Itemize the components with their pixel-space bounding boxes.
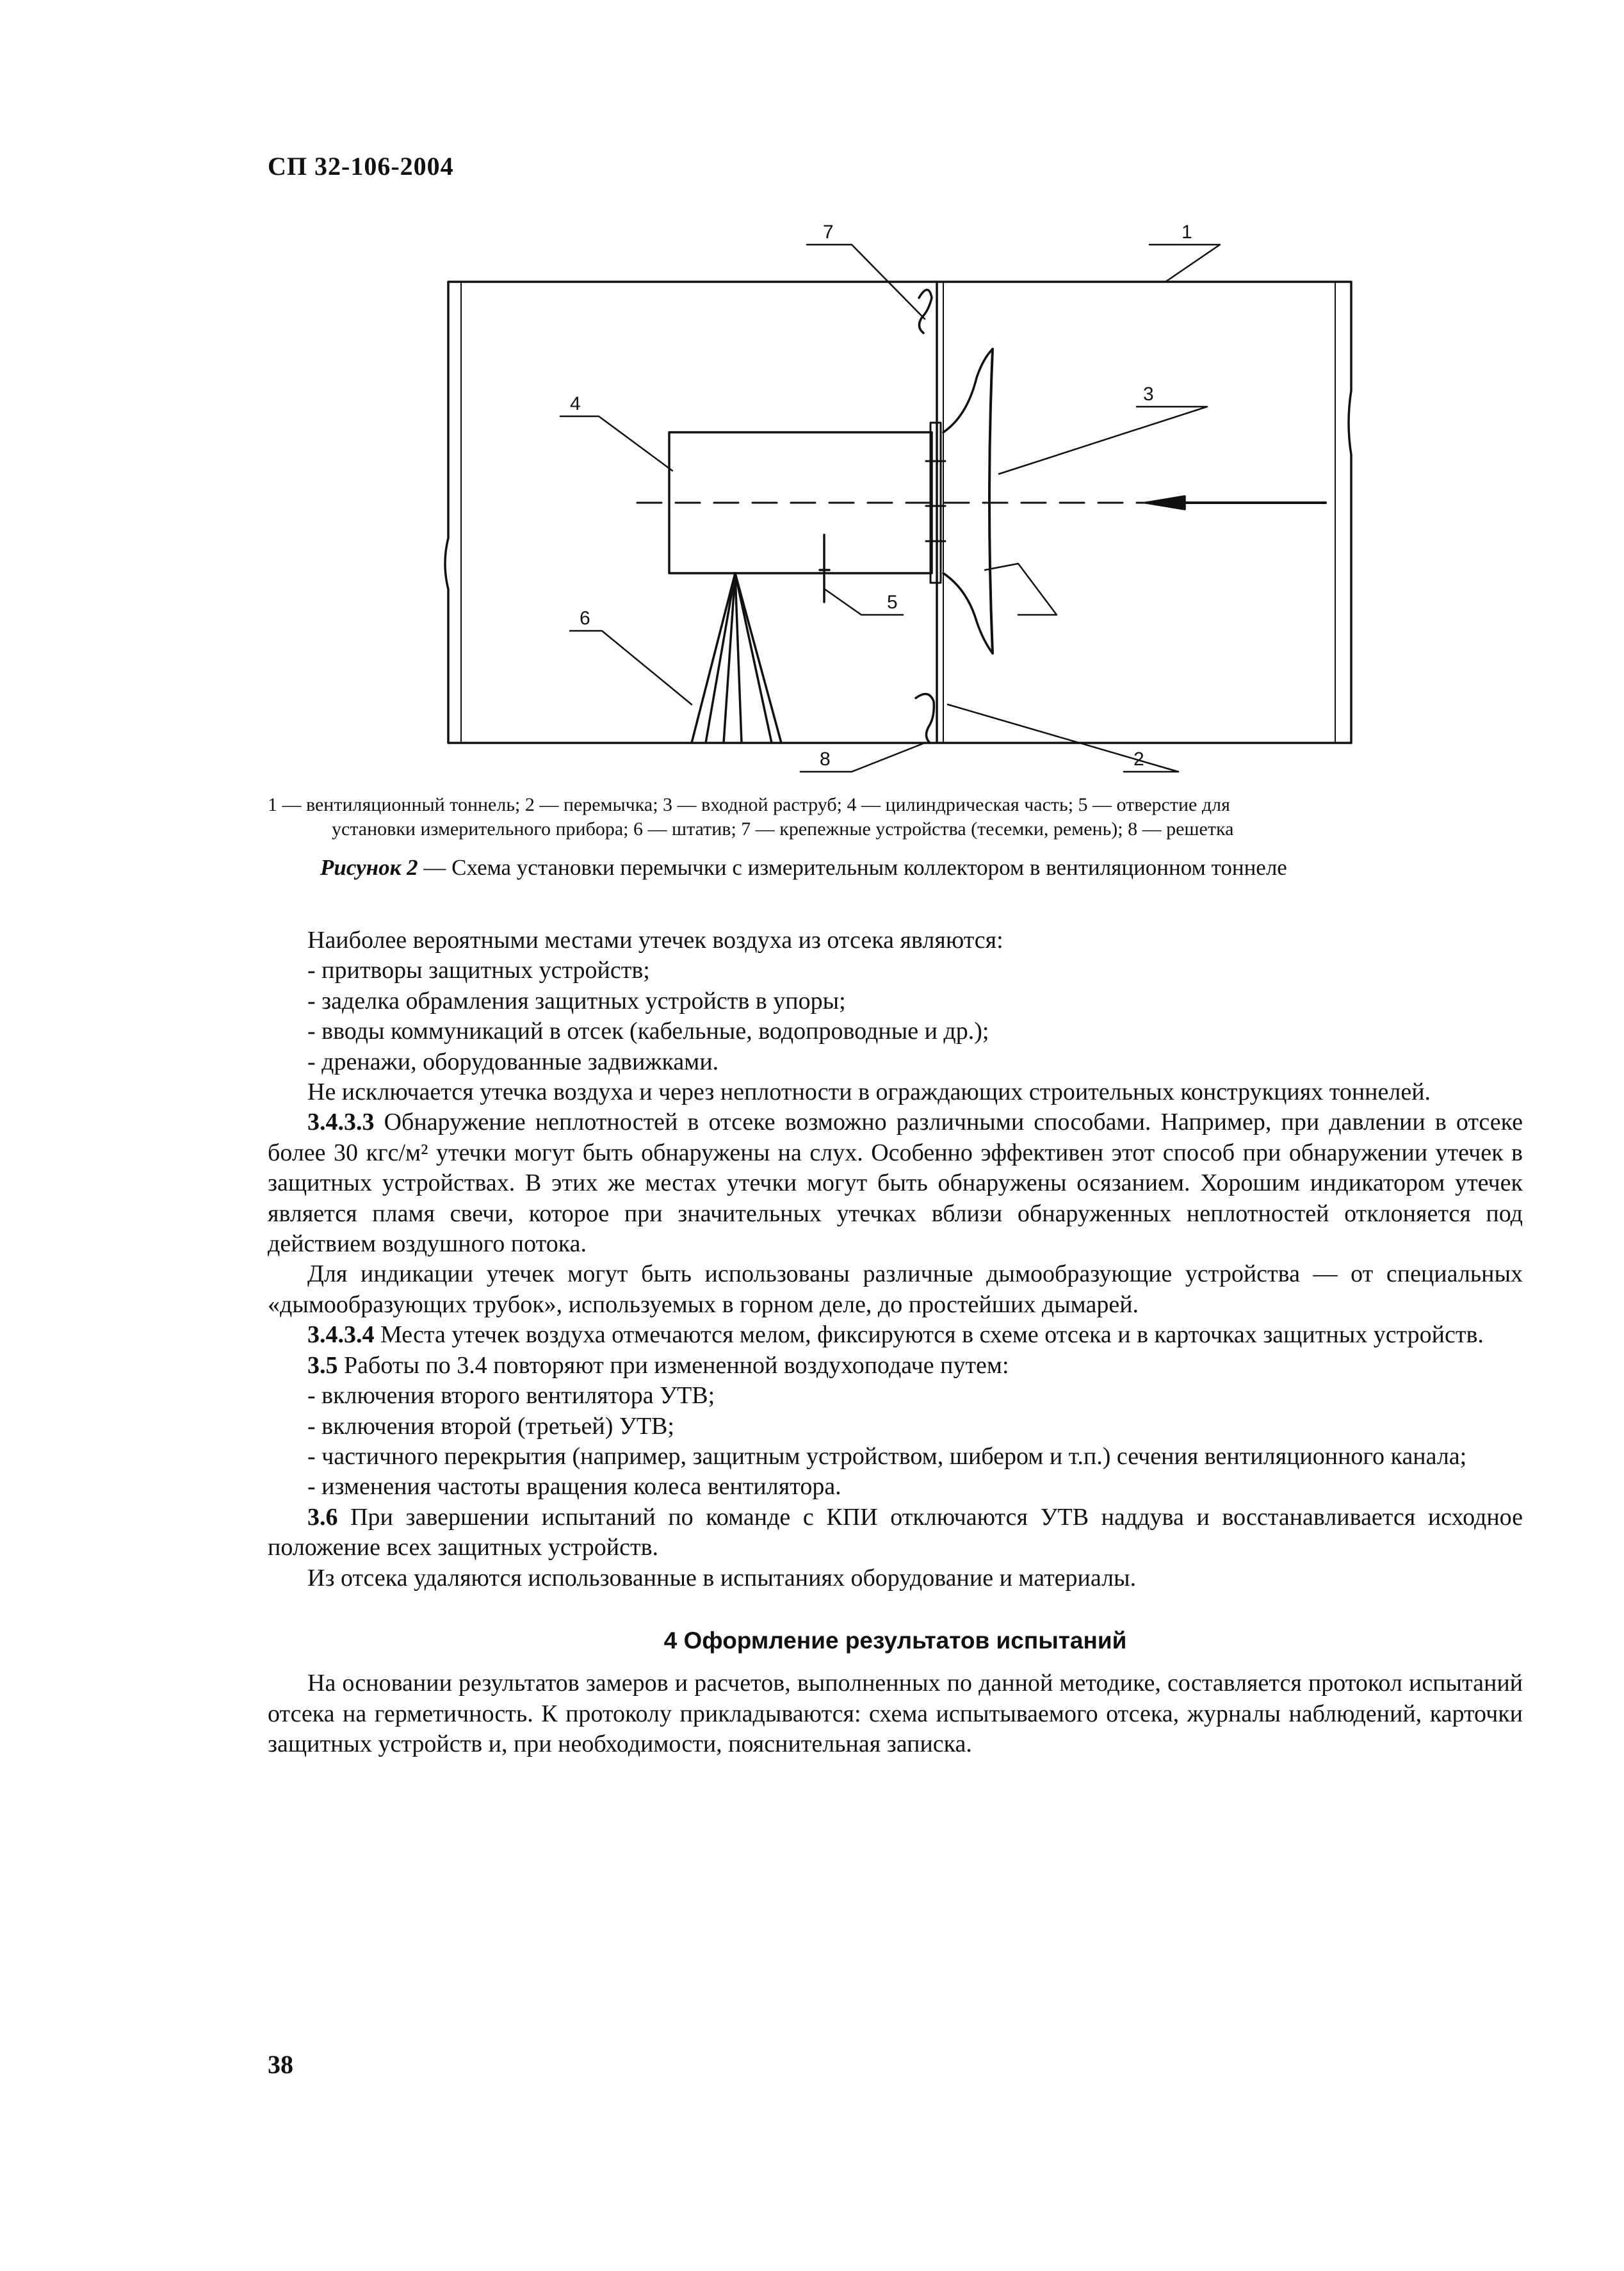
figure-2-diagram	[442, 205, 1377, 781]
label-1: 1	[1181, 222, 1192, 243]
paragraph: На основании результатов замеров и расчетов, выполненных по данной методике, составляется протокол испытаний отсека на герметичность. К протоколу прикладываются: схема испытываемого отсека, журналы наблюдений, карточки защитных устройств и, при необходимости, пояснительная записка.	[268, 1670, 1523, 1758]
legend-line-1: 1 — вентиляционный тоннель; 2 — перемычка; 3 — входной раструб; 4 — цилиндрическая часть; 5 — отверстие для	[268, 794, 1230, 815]
inlet-bell	[943, 349, 993, 432]
clause-text: При завершении испытаний по команде с КПИ отключаются УТВ наддува и восстанавливается исходное положение всех защитных устройств.	[268, 1503, 1523, 1561]
tunnel-outline	[445, 282, 1351, 743]
legend-line-2: установки измерительного прибора; 6 — штатив; 7 — крепежные устройства (тесемки, ремень); 8 — решетка	[332, 818, 1234, 840]
caption-text: — Схема установки перемычки с измерительным коллектором в вентиляционном тоннеле	[418, 855, 1287, 880]
label-6: 6	[580, 608, 590, 629]
paragraph-3433	[268, 1107, 1523, 1259]
clause-number: 3.4.3.3	[307, 1109, 375, 1136]
paragraph: Из отсека удаляются использованные в испытаниях оборудование и материалы.	[307, 1564, 1137, 1591]
list-item: - включения второй (третьей) УТВ;	[307, 1412, 674, 1440]
list-item: - дренажи, оборудованные задвижками.	[307, 1048, 719, 1075]
figure-caption	[320, 855, 1537, 881]
body-text	[268, 925, 1523, 1760]
section-title: 4 Оформление результатов испытаний	[663, 1627, 1127, 1654]
paragraph: Для индикации утечек могут быть использованы различные дымообразующие устройства — от специальных «дымообразующих трубок», используемых в горном деле, до простейших дымарей.	[268, 1260, 1523, 1318]
clause-number: 3.6	[307, 1503, 338, 1531]
label-5: 5	[887, 592, 898, 613]
list-item: - включения второго вентилятора УТВ;	[307, 1382, 715, 1410]
paragraph: Наиболее вероятными местами утечек воздуха из отсека являются:	[307, 927, 1003, 954]
document-code: СП 32-106-2004	[268, 152, 454, 181]
clause-text: Обнаружение неплотностей в отсеке возможно различными способами. Например, при давлении в отсеке более 30 кгс/м² утечки могут быть обнаружены на слух. Особенно эффективен этот способ при обнаружении утечек в защитных устройствах. В этих же местах утечки могут быть обнаружены осязанием. Хорошим индикатором утечек является пламя свечи, которое при значительных утечках вблизи обнаруженных неплотностей отклоняется под действием воздушного потока.	[268, 1109, 1523, 1258]
label-3: 3	[1143, 384, 1154, 405]
paragraph-35	[268, 1351, 1523, 1381]
tripod	[692, 573, 781, 743]
caption-label: Рисунок 2	[320, 855, 418, 880]
label-2: 2	[1133, 749, 1144, 770]
paragraph-3434	[268, 1320, 1523, 1350]
paragraph-36	[268, 1502, 1523, 1563]
list-item: - заделка обрамления защитных устройств в упоры;	[307, 987, 846, 1014]
paragraph: Не исключается утечка воздуха и через неплотности в ограждающих строительных конструкциях тоннелей.	[307, 1079, 1431, 1106]
fastener-shape	[919, 290, 932, 334]
clause-number: 3.4.3.4	[307, 1321, 375, 1349]
clause-text: Работы по 3.4 повторяют при измененной воздухоподаче путем:	[337, 1351, 1009, 1379]
figure-legend	[268, 793, 1523, 842]
label-7: 7	[823, 222, 834, 243]
label-4: 4	[570, 393, 581, 414]
list-item: - изменения частоты вращения колеса вентилятора.	[307, 1473, 841, 1501]
clause-text: Места утечек воздуха отмечаются мелом, фиксируются в схеме отсека и в карточках защитных устройств.	[374, 1321, 1484, 1349]
label-8: 8	[820, 749, 831, 770]
list-item: - вводы коммуникаций в отсек (кабельные, водопроводные и др.);	[307, 1018, 989, 1045]
grate-shape	[916, 694, 934, 743]
list-item: - частичного перекрытия (например, защитным устройством, шибером и т.п.) сечения вентиляционного канала;	[307, 1442, 1467, 1470]
page-number: 38	[268, 2050, 293, 2079]
clause-number: 3.5	[307, 1351, 338, 1379]
list-item: - притворы защитных устройств;	[307, 957, 650, 984]
